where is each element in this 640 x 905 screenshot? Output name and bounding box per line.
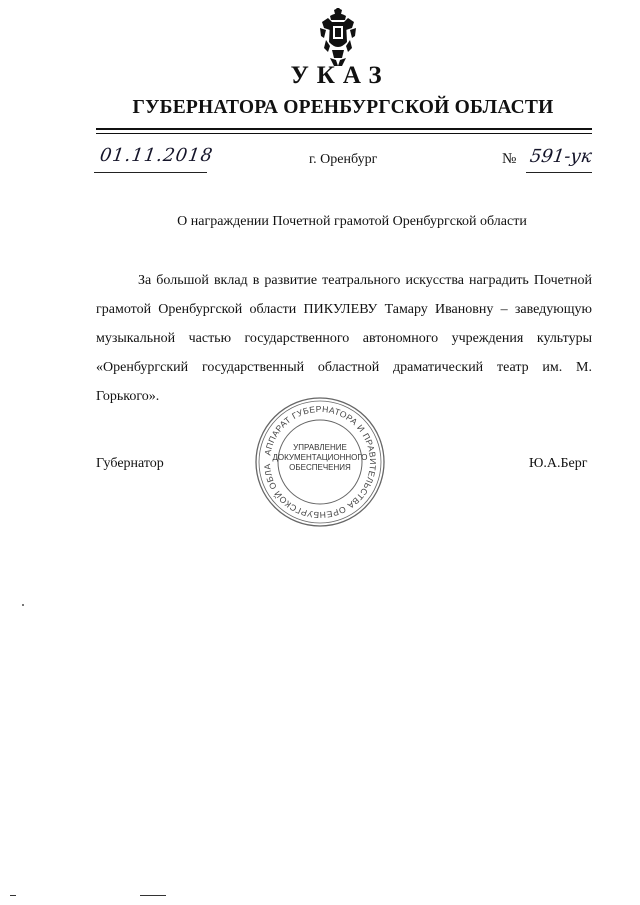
stamp-ring-text: АППАРАТ ГУБЕРНАТОРА И ПРАВИТЕЛЬСТВА ОРЕНБУРГСКОЙ ОБЛА — [261, 403, 379, 521]
number-label: № — [502, 151, 517, 167]
decree-number: 591-ук — [528, 146, 594, 167]
decree-title: УКАЗ — [290, 62, 390, 89]
scan-artifact — [22, 604, 24, 606]
stamp-line-2: ДОКУМЕНТАЦИОННОГО — [272, 453, 368, 462]
stamp-center-text — [252, 443, 388, 473]
decree-subject: О награждении Почетной грамотой Оренбургской области — [177, 214, 527, 229]
scan-artifact — [10, 895, 16, 896]
signatory-position: Губернатор — [96, 456, 164, 471]
coat-of-arms-icon — [318, 8, 358, 66]
stamp-line-1: УПРАВЛЕНИЕ — [293, 443, 347, 452]
stamp-line-3: ОБЕСПЕЧЕНИЯ — [289, 463, 351, 472]
official-stamp — [252, 394, 388, 530]
decree-date: 01.11.2018 — [98, 145, 215, 166]
header-divider — [96, 128, 592, 134]
signatory-name: Ю.А.Берг — [529, 456, 588, 471]
decree-city: г. Оренбург — [309, 152, 378, 167]
scan-artifact — [140, 895, 166, 896]
decree-body: За большой вклад в развитие театрального искусства наградить Почетной грамотой Оренбургской области ПИКУЛЕВУ Тамару Ивановну – заведующую музыкальной частью государственного автономного учреждения культуры «Оренбургский государственный областной драматический театр им. М. Горького». — [96, 273, 592, 404]
issuer-subtitle: ГУБЕРНАТОРА ОРЕНБУРГСКОЙ ОБЛАСТИ — [132, 97, 554, 118]
